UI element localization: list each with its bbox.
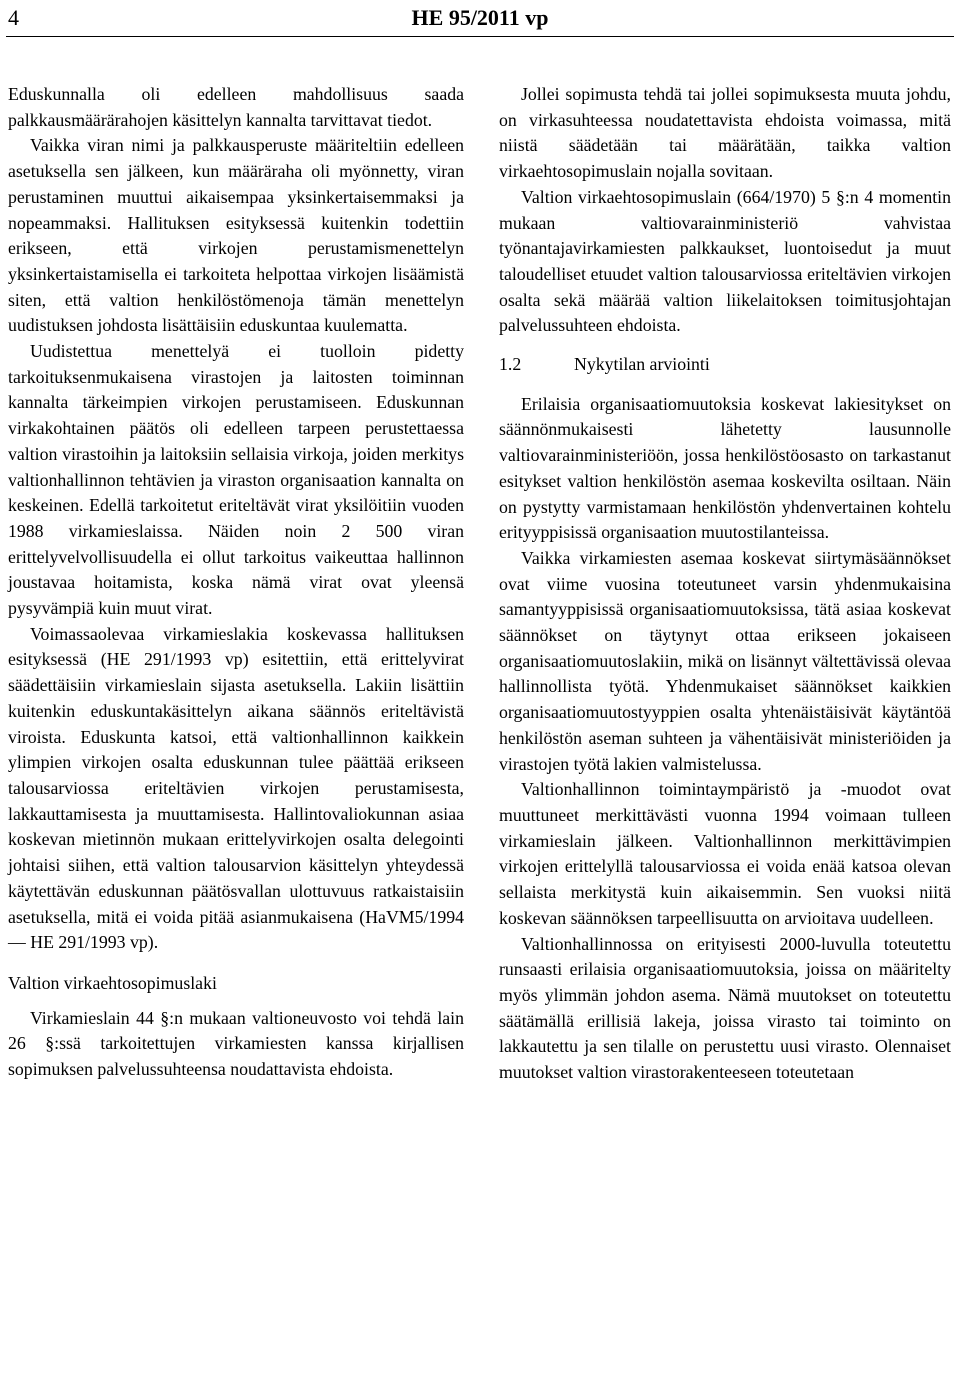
section-heading [499,339,951,392]
header-divider [6,36,954,37]
paragraph: Virkamieslain 44 §:n mukaan valtioneuvosto voi tehdä lain 26 §:ssä tarkoitettujen virkamiesten kanssa kirjallisen sopimuksen palvelussuhteensa noudattavista ehdoista. [8,1007,464,1080]
document-reference: HE 95/2011 vp [411,5,549,30]
paragraph: Vaikka virkamiesten asemaa koskevat siirtymäsäännökset ovat viime vuosina toteutuneet varsin yhdenmukaisina samantyyppisissä organisaatiomuutoksissa, tätä asiaa koskevat säännökset on täytynyt ottaa erikseen jokaiseen organisaatiomuutoslakiin, mikä on lisännyt vältettävissä olevaa hallinnollista työtä. Yhdenmukaiset säännökset kaikkien organisaatiomuutostyyppien osalta yhtenäistäisivät käytäntöä henkilöstön aseman suhteen ja vähentäisivät ministeriöiden ja virastojen työtä lakien valmistelussa. [499,547,951,774]
subheading: Valtion virkaehtosopimuslaki [8,972,217,993]
paragraph: Valtionhallinnossa on erityisesti 2000-luvulla toteutettu runsaasti erilaisia organisaatiomuutoksia, joissa on määritelty myös ylimmän johdon asema. Nämä muutokset on toteutettu säätämällä erillisiä lakeja, joissa virasto tai toiminto on lakkautettu ja sen tilalle on perustettu uusi virasto. Olennaiset muutokset valtion virastorakenteeseen toteutetaan [499,933,951,1083]
paragraph: Voimassaolevaa virkamieslakia koskevassa hallituksen esityksessä (HE 291/1993 vp) esitettiin, että erittelyvirat säädettäisiin virkamieslain sijasta asetuksella. Lakiin lisättiin kuitenkin eduskuntakäsittelyn aikana säännös eriteltävistä viroista. Eduskunta katsoi, että valtionhallinnon kaikkein ylimpien virkojen osalta eduskunnan tulee päättää erikseen talousarviossa eriteltävien virkojen perustamisesta, lakkauttamisesta ja muuttamisesta. Hallintovaliokunnan asiaa koskevan mietinnön mukaan erittelyvirkojen osalta delegointi johtaisi siihen, että valtion talousarvion käsittelyn yhteydessä käytettävän eduskunnan päätösvallan ulottuvuus ratkaistaisiin asetuksella, mitä ei voida pitää asianmukaisena (HaVM5/1994 — HE 291/1993 vp). [8,623,464,953]
paragraph: Jollei sopimusta tehdä tai jollei sopimuksesta muuta johdu, on virkasuhteessa noudatettavista ehdoista voimassa, mitä niistä säädetään tai määrätään, taikka valtion virkaehtosopimuslain nojalla sovitaan. [499,84,951,182]
section-title: Nykytilan arviointi [574,354,710,375]
right-column [499,82,951,1086]
paragraph: Erilaisia organisaatiomuutoksia koskevat lakiesitykset on säännönmukaisesti lähetetty lausunnolle valtiovarainministeriöön, jossa henkilöstöosasto on tarkastanut esitykset valtion henkilöstön asemaa koskevilta osiltaan. Näin on pystytty varmistamaan henkilöstön yhdenvertainen kohtelu erityyppisissä organisaation muutostilanteissa. [499,393,951,543]
page-number: 4 [8,5,19,30]
paragraph: Valtion virkaehtosopimuslain (664/1970) 5 §:n 4 momentin mukaan valtiovarainministeriö vahvistaa työnantajavirkamiesten palkkaukset, luontoisedut ja muut taloudelliset etuudet valtion talousarviossa eriteltävien virkojen osalta sekä määrää valtion liikelaitoksen toimitusjohtajan palvelussuhteen ehdoista. [499,186,951,336]
paragraph: Valtionhallinnon toimintaympäristö ja -muodot ovat muuttuneet merkittävästi vuonna 1994 voimaan tulleen virkamieslain jälkeen. Valtionhallinnon merkittävimpien virkojen erittelyllä talousarviossa ei voida enää katsoa olevan sellaista merkitystä kuin aikaisemmin. Sen vuoksi niitä koskevan säännöksen tarpeellisuutta on arvioitava uudelleen. [499,779,951,928]
paragraph: Vaikka viran nimi ja palkkausperuste määriteltiin edelleen asetuksella sen jälkeen, kun määräraha oli myönnetty, viran perustaminen muuttui aikaisempaa yksinkertaisemmaksi ja nopeammaksi. Hallituksen esityksessä kuitenkin todettiin erikseen, että virkojen perustamismenettelyn yksinkertaistamisella ei tarkoiteta helpottaa virkojen lisäämistä siten, että valtion henkilöstömenoja tämän menettelyn uudistuksen johdosta lisättäisiin eduskuntaa kuulematta. [8,135,464,336]
paragraph: Eduskunnalla oli edelleen mahdollisuus saada palkkausmäärärahojen käsittelyn kannalta tarvittavat tiedot. [8,84,464,130]
left-column [8,82,464,1083]
paragraph: Uudistettua menettelyä ei tuolloin pidetty tarkoituksenmukaisena virastojen ja laitosten toiminnan kannalta tärkeimpien virkojen perustamiseen. Eduskunnan virkakohtainen päätös oli edelleen tarpeen perustettaessa valtion virastoihin ja laitoksiin sellaisia virkoja, joiden merkitys valtionhallinnon tehtävien ja viraston organisaation kannalta on keskeinen. Edellä tarkoitetut eriteltävät virat yksilöitiin vuoden 1988 virkamieslaissa. Näiden noin 2 500 viran erittelyvelvollisuudella ei ollut tarkoitus vaikeuttaa hallinnon joustavaa hoitamista, koska nämä virat ovat yleensä pysyvämpiä kuin muut virat. [8,341,464,619]
section-number: 1.2 [499,354,522,375]
